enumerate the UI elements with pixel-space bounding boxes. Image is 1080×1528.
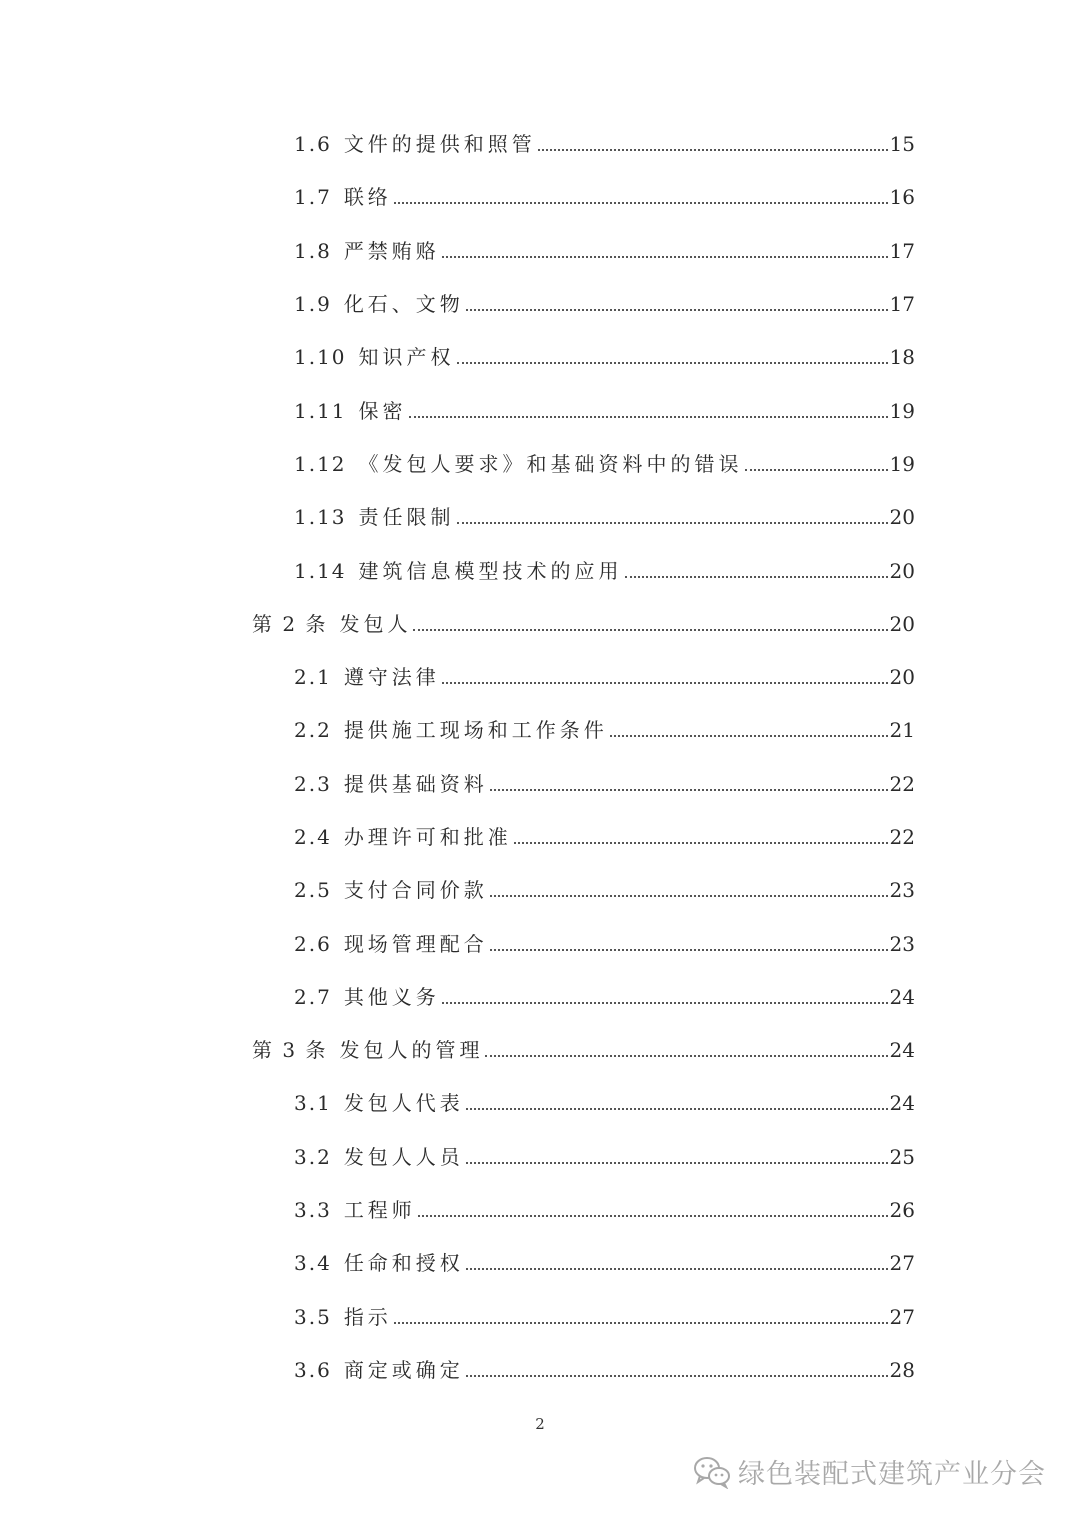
toc-row (0, 758, 1080, 811)
toc-leader-dots (409, 416, 888, 418)
toc-entry[interactable] (294, 1344, 915, 1397)
toc-row (0, 917, 1080, 970)
toc-row (0, 864, 1080, 917)
toc-title: 发包人代表 (343, 1091, 464, 1116)
toc-title: 任命和授权 (343, 1251, 464, 1276)
toc-page-number: 27 (889, 1251, 915, 1276)
toc-page-number: 26 (889, 1198, 915, 1223)
toc-entry[interactable] (294, 545, 915, 598)
toc-entry[interactable] (294, 971, 915, 1024)
toc-title: 发包人人员 (343, 1144, 464, 1169)
toc-entry[interactable] (294, 918, 915, 971)
wechat-icon (692, 1455, 732, 1489)
toc-entry[interactable] (294, 225, 915, 278)
toc-entry[interactable] (294, 758, 915, 811)
toc-number: 2.6 (294, 931, 332, 956)
toc-leader-dots (610, 735, 888, 737)
toc-page-number: 17 (889, 238, 915, 263)
toc-page-number: 15 (889, 132, 915, 157)
toc-number: 第 2 条 (252, 611, 328, 636)
toc-page-number: 23 (889, 878, 915, 903)
toc-title: 《发包人要求》和基础资料中的错误 (358, 451, 743, 476)
toc-number: 2.2 (294, 718, 332, 743)
toc-page-number: 19 (889, 451, 915, 476)
table-of-contents (0, 118, 1080, 1397)
toc-leader-dots (514, 842, 888, 844)
toc-page-number: 20 (889, 558, 915, 583)
toc-page-number: 24 (889, 1091, 915, 1116)
toc-number: 3.2 (294, 1144, 332, 1169)
toc-page-number: 16 (889, 185, 915, 210)
toc-entry[interactable] (294, 438, 915, 491)
toc-row (0, 704, 1080, 757)
toc-row (0, 1237, 1080, 1290)
toc-entry[interactable] (294, 651, 915, 704)
toc-title: 提供基础资料 (343, 771, 488, 796)
toc-row (0, 1291, 1080, 1344)
toc-leader-dots (394, 202, 888, 204)
toc-leader-dots (745, 469, 888, 471)
toc-page-number: 19 (889, 398, 915, 423)
toc-number: 3.1 (294, 1091, 332, 1116)
toc-title: 化石、文物 (343, 292, 464, 317)
toc-entry[interactable] (294, 1237, 915, 1290)
toc-entry[interactable] (294, 1184, 915, 1237)
toc-leader-dots (394, 1322, 888, 1324)
toc-page-number: 24 (889, 984, 915, 1009)
toc-number: 3.4 (294, 1251, 332, 1276)
toc-leader-dots (442, 256, 888, 258)
toc-leader-dots (457, 362, 888, 364)
toc-page-number: 20 (889, 505, 915, 530)
toc-number: 1.7 (294, 185, 332, 210)
toc-entry[interactable] (294, 278, 915, 331)
toc-number: 1.13 (294, 505, 347, 530)
toc-title: 责任限制 (358, 505, 455, 530)
toc-page-number: 22 (889, 825, 915, 849)
toc-page-number: 20 (889, 665, 915, 690)
toc-title: 保密 (358, 398, 407, 423)
toc-title: 建筑信息模型技术的应用 (358, 558, 623, 583)
toc-page-number: 17 (889, 292, 915, 317)
toc-page-number: 21 (889, 718, 915, 743)
toc-title: 联络 (343, 185, 392, 210)
toc-row (0, 171, 1080, 224)
toc-leader-dots (457, 522, 888, 524)
toc-title: 指示 (343, 1304, 392, 1329)
toc-title: 严禁贿赂 (343, 238, 440, 263)
toc-entry[interactable] (294, 1291, 915, 1344)
toc-leader-dots (466, 1162, 888, 1164)
toc-title: 文件的提供和照管 (343, 132, 536, 157)
toc-leader-dots (442, 1002, 888, 1004)
toc-leader-dots (485, 1055, 887, 1057)
toc-entry[interactable] (252, 598, 915, 651)
toc-page-number: 25 (889, 1144, 915, 1169)
toc-row (0, 491, 1080, 544)
toc-row (0, 1131, 1080, 1184)
toc-row (0, 331, 1080, 384)
toc-leader-dots (418, 1215, 888, 1217)
toc-title: 工程师 (343, 1198, 416, 1223)
toc-row (0, 1344, 1080, 1397)
toc-number: 2.3 (294, 771, 332, 796)
toc-page-number: 24 (889, 1038, 915, 1063)
toc-leader-dots (490, 789, 888, 791)
toc-entry[interactable] (294, 491, 915, 544)
toc-entry[interactable] (294, 385, 915, 438)
toc-row (0, 971, 1080, 1024)
toc-entry[interactable] (294, 118, 915, 171)
toc-title: 办理许可和批准 (343, 825, 512, 849)
toc-page-number: 28 (889, 1357, 915, 1382)
watermark (692, 1452, 1046, 1491)
toc-number: 第 3 条 (252, 1038, 328, 1063)
toc-page-number: 23 (889, 931, 915, 956)
toc-row (0, 438, 1080, 491)
toc-leader-dots (442, 682, 888, 684)
toc-leader-dots (490, 949, 888, 951)
toc-number: 2.7 (294, 984, 332, 1009)
toc-row (0, 225, 1080, 278)
toc-leader-dots (490, 895, 888, 897)
page-number: 2 (535, 1415, 545, 1433)
toc-number: 1.6 (294, 132, 332, 157)
toc-number: 3.3 (294, 1198, 332, 1223)
toc-title: 发包人 (339, 611, 412, 636)
toc-number: 2.5 (294, 878, 332, 903)
toc-entry[interactable] (294, 1077, 915, 1130)
toc-row (0, 1184, 1080, 1237)
toc-number: 1.9 (294, 292, 332, 317)
toc-leader-dots (413, 629, 887, 631)
toc-title: 发包人的管理 (339, 1038, 484, 1063)
toc-page-number: 22 (889, 771, 915, 796)
toc-row (0, 651, 1080, 704)
watermark-text: 绿色装配式建筑产业分会 (738, 1459, 1046, 1490)
toc-number: 3.6 (294, 1357, 332, 1382)
toc-number: 1.12 (294, 451, 347, 476)
toc-leader-dots (466, 1108, 888, 1110)
toc-entry[interactable] (294, 331, 915, 384)
toc-title: 提供施工现场和工作条件 (343, 718, 608, 743)
toc-page-number: 20 (889, 611, 915, 636)
toc-entry[interactable] (294, 864, 915, 917)
toc-page-number: 27 (889, 1304, 915, 1329)
toc-title: 遵守法律 (343, 665, 440, 690)
toc-entry[interactable] (294, 171, 915, 224)
toc-entry[interactable] (294, 1131, 915, 1184)
toc-row (0, 544, 1080, 597)
toc-row (0, 1077, 1080, 1130)
toc-entry[interactable] (294, 811, 915, 864)
toc-number: 1.11 (294, 398, 347, 423)
toc-title: 知识产权 (358, 345, 455, 370)
toc-leader-dots (466, 1375, 888, 1377)
toc-number: 1.14 (294, 558, 347, 583)
toc-row (0, 1024, 1080, 1077)
toc-leader-dots (538, 149, 888, 151)
toc-leader-dots (466, 1268, 888, 1270)
toc-page-number: 18 (889, 345, 915, 370)
toc-number: 3.5 (294, 1304, 332, 1329)
toc-title: 其他义务 (343, 984, 440, 1009)
toc-leader-dots (466, 309, 888, 311)
toc-number: 2.1 (294, 665, 332, 690)
toc-row (0, 384, 1080, 437)
toc-leader-dots (625, 576, 888, 578)
toc-row (0, 278, 1080, 331)
toc-row (0, 811, 1080, 864)
toc-title: 支付合同价款 (343, 878, 488, 903)
toc-number: 1.8 (294, 238, 332, 263)
toc-number: 2.4 (294, 825, 332, 849)
toc-number: 1.10 (294, 345, 347, 370)
toc-row (0, 118, 1080, 171)
toc-title: 商定或确定 (343, 1357, 464, 1382)
toc-entry[interactable] (294, 704, 915, 757)
toc-row (0, 598, 1080, 651)
toc-title: 现场管理配合 (343, 931, 488, 956)
toc-entry[interactable] (252, 1024, 915, 1077)
